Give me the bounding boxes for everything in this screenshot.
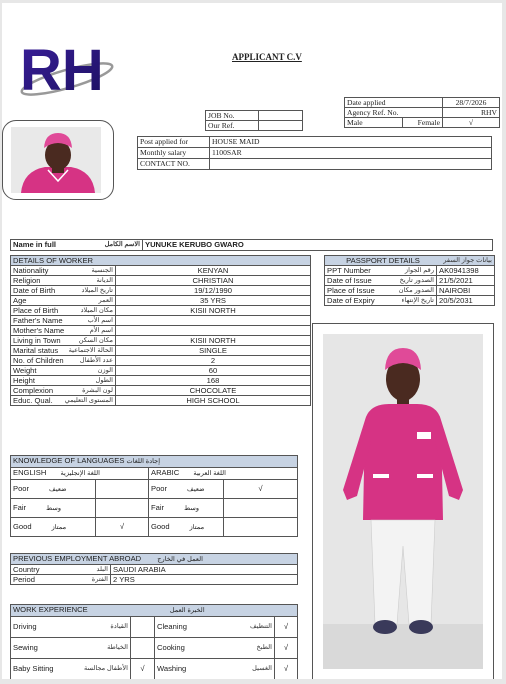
worker-row bbox=[11, 286, 311, 296]
worker-row bbox=[11, 396, 311, 406]
work-skill-label-cell bbox=[155, 638, 275, 659]
cv-page bbox=[2, 3, 502, 679]
arabic-label: ARABIC bbox=[151, 468, 180, 477]
level-label-ar: ضعيف bbox=[187, 485, 205, 493]
salary-value: 1100SAR bbox=[210, 148, 492, 159]
worker-field-value: HIGH SCHOOL bbox=[116, 396, 311, 406]
employment-section-title-ar: العمل في الخارج bbox=[157, 556, 203, 563]
name-table bbox=[10, 239, 493, 251]
post-table bbox=[137, 136, 492, 170]
level-label-ar: وسط bbox=[184, 504, 200, 512]
salary-label: Monthly salary bbox=[138, 148, 210, 159]
agency-ref-value: RHV bbox=[443, 108, 500, 118]
logo-lettering: RH bbox=[20, 38, 104, 102]
work-skill-label-cell bbox=[11, 638, 131, 659]
work-skill-label-cell bbox=[11, 617, 131, 638]
worker-field-label-cell bbox=[11, 266, 116, 276]
worker-field-label: Height bbox=[13, 376, 35, 385]
passport-section-title-cell bbox=[325, 256, 495, 266]
application-info-table bbox=[344, 97, 500, 128]
ar-level-label-cell bbox=[149, 480, 224, 499]
languages-section-title-ar: إجادة اللغات bbox=[126, 458, 161, 465]
worker-field-label-cell bbox=[11, 306, 116, 316]
languages-section-title-cell bbox=[11, 456, 298, 468]
level-label: Poor bbox=[13, 483, 30, 493]
work-skill-label: Washing bbox=[157, 664, 187, 673]
worker-field-label-cell bbox=[11, 296, 116, 306]
worker-field-label-ar: اسم الأب bbox=[87, 317, 113, 324]
worker-row bbox=[11, 276, 311, 286]
ar-level-label-cell bbox=[149, 518, 224, 537]
job-no-value bbox=[259, 111, 303, 121]
passport-field-value: 20/5/2031 bbox=[437, 296, 495, 306]
worker-details-table bbox=[10, 255, 311, 406]
worker-row bbox=[11, 386, 311, 396]
worker-row bbox=[11, 296, 311, 306]
worker-row bbox=[11, 356, 311, 366]
arabic-header-cell bbox=[149, 468, 298, 480]
ar-level-check bbox=[224, 518, 298, 537]
female-check: √ bbox=[443, 118, 500, 128]
languages-table bbox=[10, 455, 298, 537]
language-level-row bbox=[11, 499, 298, 518]
cv-title: APPLICANT C.V bbox=[232, 52, 302, 62]
level-label-ar: وسط bbox=[46, 504, 62, 512]
passport-field-label-ar: الصدور تاريخ bbox=[399, 277, 434, 284]
work-skill-check bbox=[131, 638, 155, 659]
work-skill-label: Cleaning bbox=[157, 622, 187, 631]
work-skill-check: √ bbox=[275, 617, 298, 638]
agency-ref-label: Agency Ref. No. bbox=[345, 108, 443, 118]
worker-field-value: CHRISTIAN bbox=[116, 276, 311, 286]
work-skill-row bbox=[11, 638, 298, 659]
passport-field-value: AK0941398 bbox=[437, 266, 495, 276]
worker-section-title: DETAILS OF WORKER bbox=[11, 256, 311, 266]
work-skill-label-cell bbox=[11, 659, 131, 680]
our-ref-label: Our Ref. bbox=[206, 121, 259, 131]
work-skill-label-ar: الخياطة bbox=[107, 644, 128, 651]
en-level-label-cell bbox=[11, 518, 96, 537]
worker-field-label-cell bbox=[11, 276, 116, 286]
worker-row bbox=[11, 366, 311, 376]
ar-level-label-cell bbox=[149, 499, 224, 518]
ar-level-check bbox=[224, 499, 298, 518]
worker-row bbox=[11, 336, 311, 346]
worker-field-label-cell bbox=[11, 366, 116, 376]
work-skill-row bbox=[11, 617, 298, 638]
work-skill-label: Driving bbox=[13, 622, 37, 631]
work-skill-check: √ bbox=[131, 659, 155, 680]
worker-field-label-cell bbox=[11, 316, 116, 326]
level-label: Good bbox=[13, 521, 32, 531]
work-skill-label-ar: التنظيف bbox=[249, 623, 272, 630]
worker-field-label: Educ. Qual. bbox=[13, 396, 53, 405]
work-skill-label-ar: القيادة bbox=[110, 623, 128, 630]
worker-row bbox=[11, 316, 311, 326]
worker-row bbox=[11, 306, 311, 316]
worker-field-label: Father's Name bbox=[13, 316, 63, 325]
worker-field-label-ar: عدد الأطفال bbox=[79, 357, 113, 364]
worker-field-label-ar: الديانة bbox=[96, 277, 113, 284]
contact-value bbox=[210, 159, 492, 170]
passport-section-title-ar: بيانات جواز السفر bbox=[443, 257, 492, 264]
work-skill-check: √ bbox=[275, 659, 298, 680]
full-body-photo bbox=[312, 323, 494, 679]
passport-row bbox=[325, 266, 495, 276]
en-level-check: √ bbox=[96, 518, 149, 537]
worker-row bbox=[11, 346, 311, 356]
post-value: HOUSE MAID bbox=[210, 137, 492, 148]
passport-row bbox=[325, 276, 495, 286]
worker-field-label-cell bbox=[11, 336, 116, 346]
worker-field-label: Nationality bbox=[13, 266, 49, 275]
work-skill-label: Cooking bbox=[157, 643, 185, 652]
worker-field-label-ar: مكان السكن bbox=[78, 337, 113, 344]
work-skill-label: Sewing bbox=[13, 643, 38, 652]
contact-label: CONTACT NO. bbox=[138, 159, 210, 170]
work-skill-label-ar: الغسيل bbox=[252, 665, 272, 672]
male-label: Male bbox=[345, 118, 403, 128]
level-label: Good bbox=[151, 521, 170, 531]
worker-row bbox=[11, 376, 311, 386]
worker-field-label-ar: العمر bbox=[98, 297, 113, 304]
employment-section-title: PREVIOUS EMPLOYMENT ABROAD bbox=[13, 554, 142, 563]
passport-field-label-cell bbox=[325, 296, 437, 306]
ar-level-check: √ bbox=[224, 480, 298, 499]
country-label-cell bbox=[11, 565, 111, 575]
english-label: ENGLISH bbox=[13, 468, 47, 477]
language-level-row bbox=[11, 518, 298, 537]
job-no-label: JOB No. bbox=[206, 111, 259, 121]
passport-details-table bbox=[324, 255, 495, 306]
date-applied-value: 28/7/2026 bbox=[443, 98, 500, 108]
en-level-check bbox=[96, 499, 149, 518]
passport-field-label: Date of Issue bbox=[327, 276, 372, 285]
worker-field-label-cell bbox=[11, 376, 116, 386]
worker-field-label: Complexion bbox=[13, 386, 54, 395]
worker-field-label-cell bbox=[11, 326, 116, 336]
post-label: Post applied for bbox=[138, 137, 210, 148]
worker-field-value: SINGLE bbox=[116, 346, 311, 356]
english-header-cell bbox=[11, 468, 149, 480]
passport-field-label: PPT Number bbox=[327, 266, 371, 275]
level-label: Poor bbox=[151, 483, 168, 493]
worker-field-label: Religion bbox=[13, 276, 41, 285]
work-skill-check bbox=[131, 617, 155, 638]
en-level-check bbox=[96, 480, 149, 499]
worker-field-label-cell bbox=[11, 346, 116, 356]
work-skill-label-ar: الطبخ bbox=[256, 644, 272, 651]
arabic-label-ar: اللغة العربية bbox=[193, 470, 226, 477]
passport-field-label-cell bbox=[325, 276, 437, 286]
worker-field-label-cell bbox=[11, 386, 116, 396]
level-label-ar: ضعيف bbox=[49, 485, 67, 493]
worker-field-value: 19/12/1990 bbox=[116, 286, 311, 296]
level-label: Fair bbox=[151, 502, 165, 512]
date-applied-label: Date applied bbox=[345, 98, 443, 108]
country-label: Country bbox=[13, 565, 40, 574]
country-label-ar: البلد bbox=[96, 566, 108, 573]
work-section-title-cell bbox=[11, 605, 298, 617]
name-label-cell bbox=[11, 240, 143, 251]
work-section-title: WORK EXPERIENCE bbox=[13, 605, 88, 614]
passport-field-label-ar: تاريخ الإنتهاء bbox=[401, 297, 434, 304]
worker-field-value: KISII NORTH bbox=[116, 336, 311, 346]
worker-field-label: Living in Town bbox=[13, 336, 61, 345]
level-label-ar: ممتاز bbox=[51, 523, 67, 531]
period-label: Period bbox=[13, 575, 35, 584]
passport-field-label: Date of Expiry bbox=[327, 296, 375, 305]
worker-field-label: Age bbox=[13, 296, 27, 305]
worker-field-label: Mother's Name bbox=[13, 326, 65, 335]
worker-field-label-ar: الحالة الاجتماعية bbox=[68, 347, 113, 354]
worker-field-value: 168 bbox=[116, 376, 311, 386]
work-experience-table bbox=[10, 604, 298, 679]
female-label: Female bbox=[403, 118, 443, 128]
worker-field-value: 35 YRS bbox=[116, 296, 311, 306]
worker-field-label-ar: مكان الميلاد bbox=[80, 307, 113, 314]
employment-table bbox=[10, 553, 298, 585]
worker-field-label: Date of Birth bbox=[13, 286, 56, 295]
work-skill-label-ar: الأطفال مجالسة bbox=[83, 665, 128, 672]
agency-logo bbox=[17, 32, 117, 102]
name-label: Name in full bbox=[13, 240, 57, 249]
worker-field-label-ar: المستوى التعليمي bbox=[64, 397, 113, 404]
worker-field-label-cell bbox=[11, 396, 116, 406]
passport-field-label-cell bbox=[325, 266, 437, 276]
worker-field-label-ar: الجنسية bbox=[91, 267, 113, 274]
our-ref-value bbox=[259, 121, 303, 131]
worker-field-label-ar: الطول bbox=[95, 377, 113, 384]
worker-field-value: CHOCOLATE bbox=[116, 386, 311, 396]
worker-field-label: Marital status bbox=[13, 346, 59, 355]
passport-field-value: 21/5/2021 bbox=[437, 276, 495, 286]
worker-field-label: Weight bbox=[13, 366, 37, 375]
worker-field-label-cell bbox=[11, 286, 116, 296]
passport-field-value: NAIROBI bbox=[437, 286, 495, 296]
level-label: Fair bbox=[13, 502, 27, 512]
worker-field-value bbox=[116, 326, 311, 336]
worker-field-label-ar: الوزن bbox=[97, 367, 113, 374]
worker-row bbox=[11, 326, 311, 336]
period-label-cell bbox=[11, 575, 111, 585]
en-level-label-cell bbox=[11, 499, 96, 518]
passport-field-label: Place of Issue bbox=[327, 286, 375, 295]
languages-section-title: KNOWLEDGE OF LANGUAGES bbox=[13, 456, 125, 465]
worker-field-label-ar: تاريخ الميلاد bbox=[81, 287, 113, 294]
full-name-value: YUNUKE KERUBO GWARO bbox=[143, 240, 493, 251]
passport-field-label-ar: رقم الجواز bbox=[404, 267, 434, 274]
job-ref-table bbox=[205, 110, 303, 131]
worker-field-value bbox=[116, 316, 311, 326]
work-skill-row bbox=[11, 659, 298, 680]
worker-field-value: 2 bbox=[116, 356, 311, 366]
en-level-label-cell bbox=[11, 480, 96, 499]
work-skill-label-cell bbox=[155, 617, 275, 638]
passport-row bbox=[325, 296, 495, 306]
english-label-ar: اللغة الإنجليزية bbox=[60, 470, 100, 477]
name-label-ar: الاسم الكامل bbox=[104, 241, 140, 248]
language-level-row bbox=[11, 480, 298, 499]
passport-section-title: PASSPORT DETAILS bbox=[346, 256, 420, 265]
passport-field-label-cell bbox=[325, 286, 437, 296]
worker-row bbox=[11, 266, 311, 276]
passport-field-label-ar: الصدور مكان bbox=[398, 287, 434, 294]
period-label-ar: الفترة bbox=[91, 576, 108, 583]
worker-field-label: No. of Children bbox=[13, 356, 64, 365]
worker-field-label-cell bbox=[11, 356, 116, 366]
worker-field-label: Place of Birth bbox=[13, 306, 59, 315]
period-value: 2 YRS bbox=[111, 575, 298, 585]
worker-field-label-ar: لون البشرة bbox=[82, 387, 113, 394]
country-value: SAUDI ARABIA bbox=[111, 565, 298, 575]
employment-section-title-cell bbox=[11, 554, 298, 565]
work-skill-label-cell bbox=[155, 659, 275, 680]
worker-field-label-ar: اسم الأم bbox=[89, 327, 113, 334]
work-section-title-ar: الخبرة العمل bbox=[169, 607, 205, 614]
worker-field-value: KISII NORTH bbox=[116, 306, 311, 316]
work-skill-label: Baby Sitting bbox=[13, 664, 54, 673]
work-skill-check: √ bbox=[275, 638, 298, 659]
passport-photo bbox=[2, 120, 114, 200]
level-label-ar: ممتاز bbox=[189, 523, 205, 531]
worker-field-value: 60 bbox=[116, 366, 311, 376]
worker-field-value: KENYAN bbox=[116, 266, 311, 276]
passport-row bbox=[325, 286, 495, 296]
